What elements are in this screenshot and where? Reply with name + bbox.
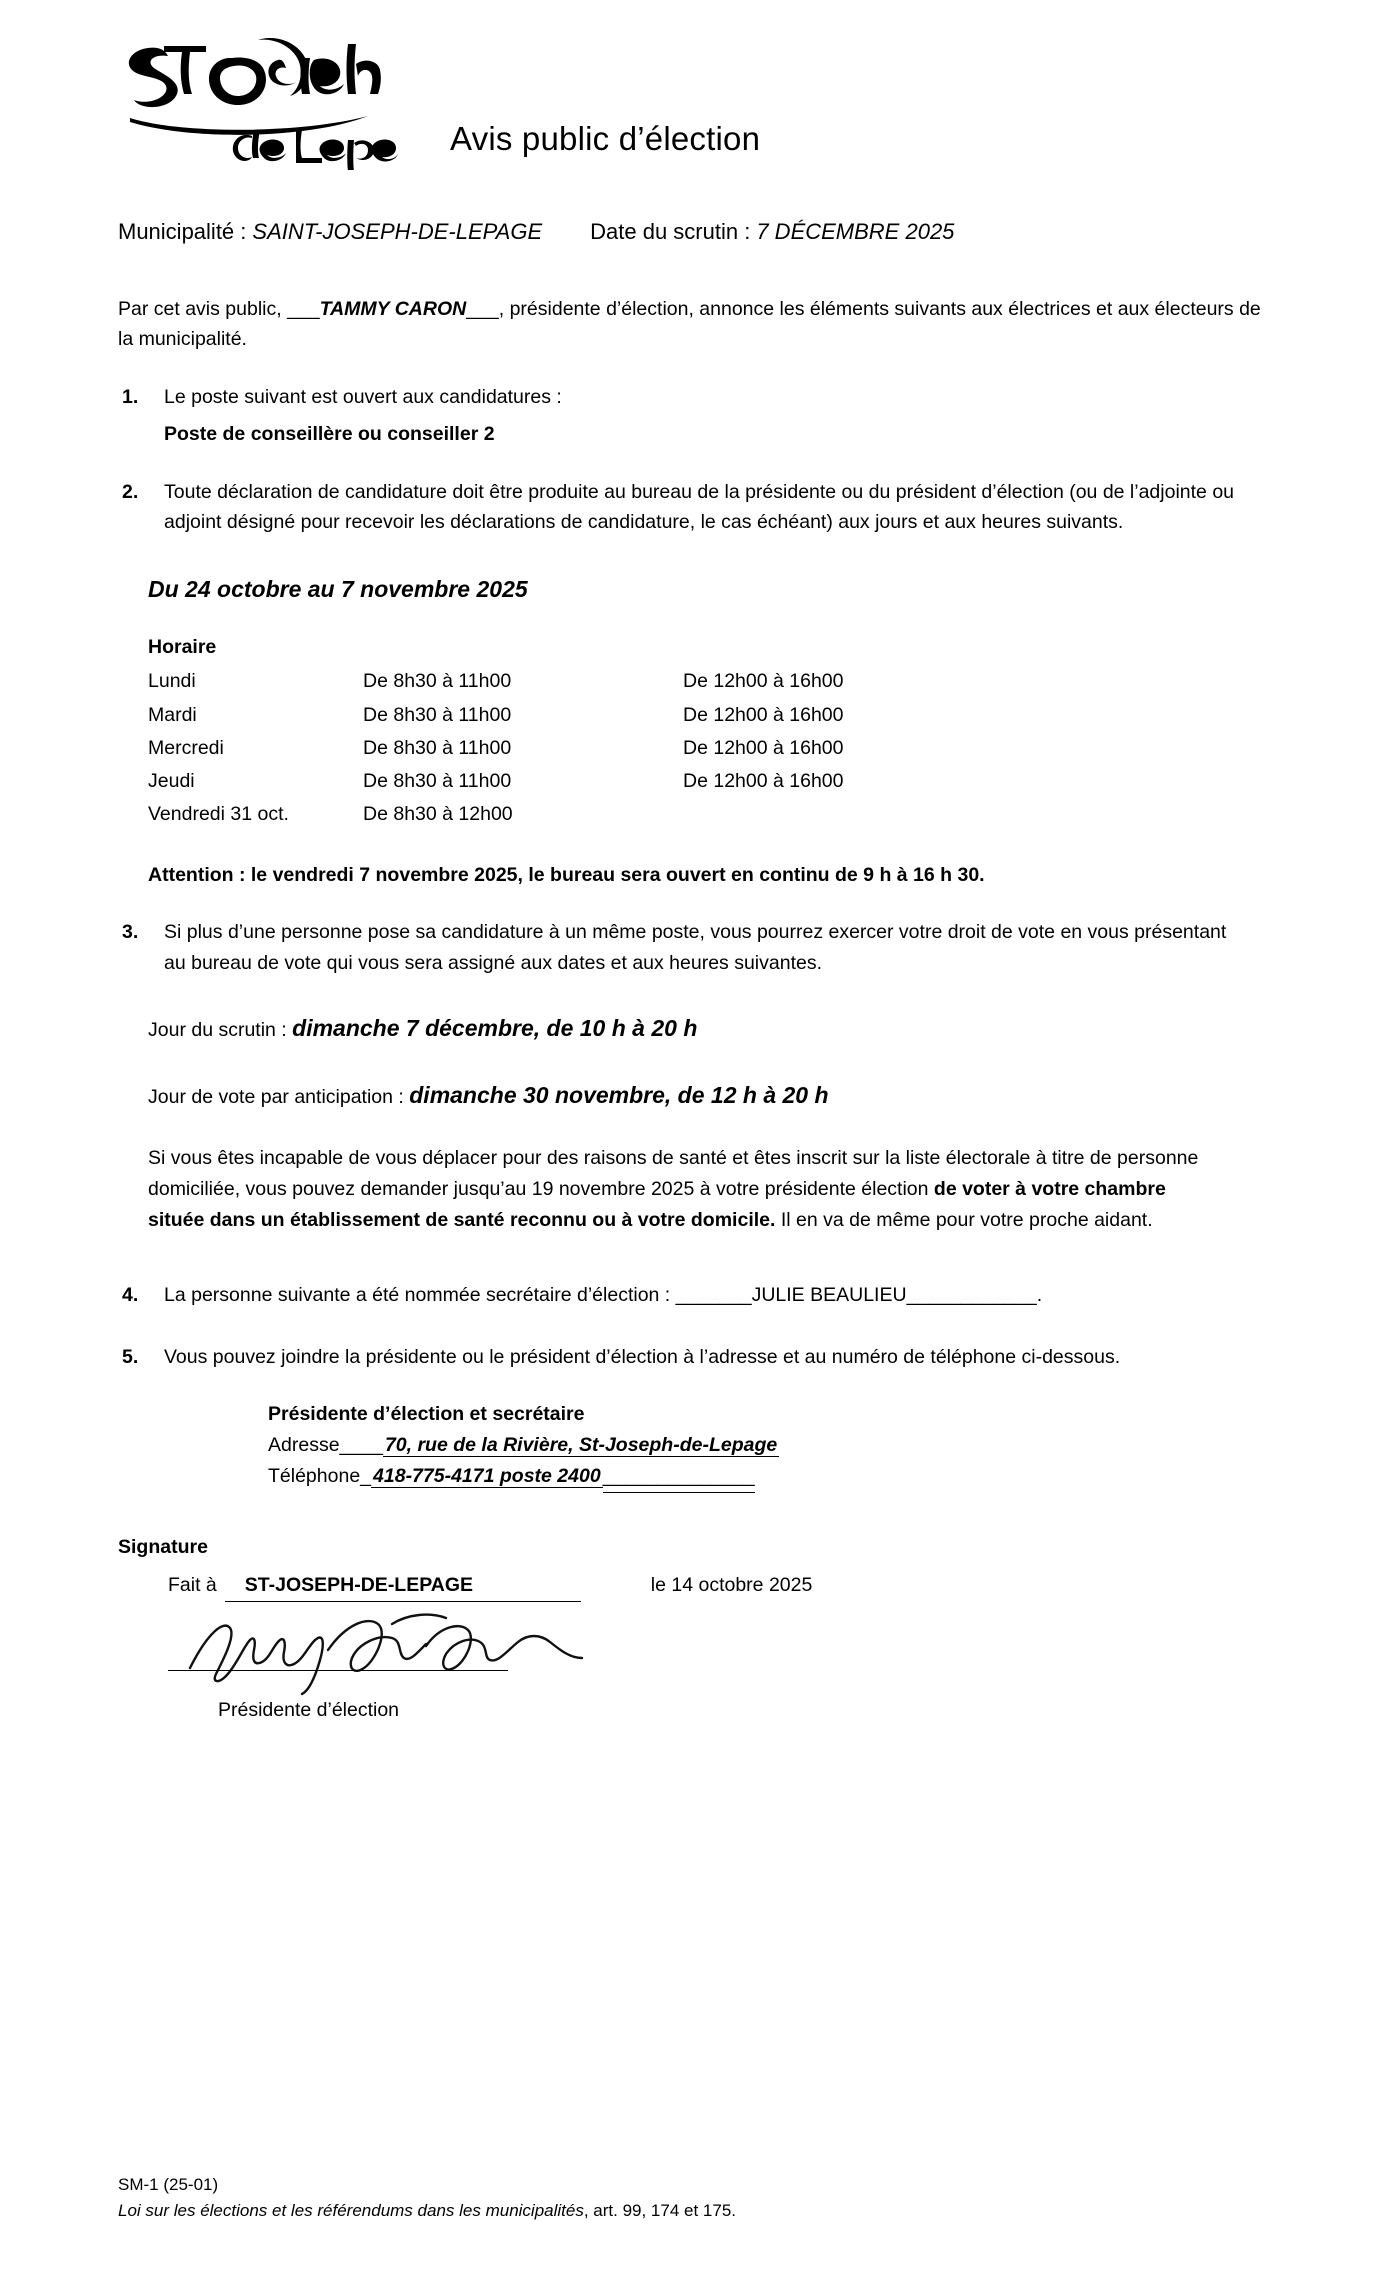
schedule-am: De 8h30 à 12h00 (363, 803, 513, 826)
intro-paragraph (118, 294, 1264, 354)
done-at-label: Fait à (168, 1574, 217, 1597)
secretary-trail-blank: ____________ (906, 1284, 1037, 1307)
schedule-pm: De 12h00 à 16h00 (683, 736, 844, 759)
schedule-table (148, 665, 983, 831)
municipality-label: Municipalité : (118, 219, 247, 244)
advance-poll-value: dimanche 30 novembre, de 12 h à 20 h (409, 1082, 829, 1109)
signature-place: ST-JOSEPH-DE-LEPAGE (225, 1571, 581, 1601)
polling-day-value: dimanche 7 décembre, de 10 h à 20 h (292, 1014, 698, 1041)
schedule-pm (683, 798, 983, 831)
intro-before-name: Par cet avis public, ___ (118, 297, 320, 320)
schedule-day: Mardi (148, 703, 197, 726)
schedule-day: Mercredi (148, 736, 224, 759)
municipality-logo (110, 30, 410, 170)
secretary-period: . (1036, 1284, 1043, 1307)
form-code: SM-1 (25-01) (118, 2175, 219, 2194)
table-row (148, 665, 983, 698)
document-footer (118, 2172, 736, 2223)
phone-trail-blank: ______________ (603, 1461, 755, 1493)
list-item (118, 1342, 1264, 1372)
open-position: Poste de conseillère ou conseiller 2 (164, 422, 495, 445)
item-number: 5. (122, 1346, 139, 1369)
legal-reference-articles: , art. 99, 174 et 175. (583, 2200, 737, 2220)
phone-blank: _ (360, 1464, 372, 1487)
home-vote-paragraph (148, 1143, 1213, 1237)
item-text: Le poste suivant est ouvert aux candidatures : (164, 386, 562, 409)
list-item (118, 382, 1264, 448)
schedule-pm: De 12h00 à 16h00 (683, 703, 844, 726)
item-number: 1. (122, 386, 139, 409)
municipality-value: SAINT-JOSEPH-DE-LEPAGE (252, 219, 543, 244)
schedule-am: De 8h30 à 11h00 (363, 770, 512, 793)
municipality-line (118, 216, 1264, 248)
table-row (148, 731, 983, 764)
home-vote-bold: de voter à votre chambre située dans un établissement de santé reconnu ou à votre domicile. (148, 1177, 1166, 1231)
polling-day-label: Jour du scrutin : (148, 1018, 293, 1041)
schedule-attention: Attention : le vendredi 7 novembre 2025, le bureau sera ouvert en continu de 9 h à 16 h 30. (148, 864, 985, 887)
legal-reference (118, 2198, 736, 2224)
schedule-pm: De 12h00 à 16h00 (683, 770, 844, 793)
schedule-pm: De 12h00 à 16h00 (683, 670, 844, 693)
item-number: 2. (122, 480, 139, 503)
address-value: 70, rue de la Rivière, St-Joseph-de-Lepage (384, 1433, 778, 1456)
schedule-day: Vendredi 31 oct. (148, 803, 289, 826)
home-vote-text-1: Si vous êtes incapable de vous déplacer pour des raisons de santé et êtes inscrit sur la liste électorale à titre de personne domiciliée, vous pouvez demander jusqu’au 19 novembre 2025 à votre présidente élection (148, 1146, 1199, 1200)
table-row (148, 698, 983, 731)
phone-label: Téléphone (268, 1464, 361, 1487)
declaration-period: Du 24 octobre au 7 novembre 2025 (148, 576, 528, 603)
page-title: Avis public d’élection (450, 120, 761, 157)
item-text: Toute déclaration de candidature doit être produite au bureau de la présidente ou du président d’élection (ou de l’adjointe ou adjoint désigné pour recevoir les déclarations de candidature, le cas échéant) aux jours et aux heures suivants. (164, 480, 1235, 533)
secretary-lead-blank: _______ (675, 1284, 752, 1307)
signature-label: Signature (118, 1536, 208, 1559)
signature-date: le 14 octobre 2025 (650, 1574, 813, 1597)
item-number: 4. (122, 1284, 139, 1307)
numbered-items (118, 382, 1264, 1372)
address-blank: ____ (339, 1433, 383, 1456)
advance-poll-line (148, 1079, 1264, 1112)
document-body (0, 216, 1382, 1724)
vote-date-value: 7 DÉCEMBRE 2025 (756, 219, 955, 244)
signature-caption: Présidente d’élection (218, 1698, 400, 1721)
signature-area (168, 1608, 788, 1694)
item-text: Vous pouvez joindre la présidente ou le président d’élection à l’adresse et au numéro de téléphone ci-dessous. (164, 1346, 1121, 1369)
table-row (148, 765, 983, 798)
contact-title: Présidente d’élection et secrétaire (268, 1402, 585, 1425)
document-header (0, 0, 1382, 170)
item-text: Si plus d’une personne pose sa candidature à un même poste, vous pourrez exercer votre droit de vote en vous présentant au bureau de vote qui vous sera assigné aux dates et aux heures suivantes. (164, 921, 1227, 974)
president-name: TAMMY CARON (319, 297, 467, 320)
contact-address-line (268, 1430, 1264, 1461)
schedule-am: De 8h30 à 11h00 (363, 736, 512, 759)
item-number: 3. (122, 921, 139, 944)
vote-date-label: Date du scrutin : (590, 219, 751, 244)
list-item (118, 1280, 1264, 1310)
schedule-am: De 8h30 à 11h00 (363, 703, 512, 726)
item-text: La personne suivante a été nommée secrétaire d’élection : (164, 1284, 671, 1307)
list-item (118, 477, 1264, 537)
contact-block (268, 1399, 1264, 1494)
polling-day-line (148, 1012, 1264, 1045)
home-vote-text-2: Il en va de même pour votre proche aidant. (775, 1208, 1153, 1231)
phone-value: 418-775-4171 poste 2400 (373, 1464, 601, 1487)
signature-place-row (168, 1571, 1264, 1601)
schedule-day: Lundi (148, 670, 196, 693)
legal-reference-title: Loi sur les élections et les référendums dans les municipalités (118, 2200, 584, 2220)
schedule-am: De 8h30 à 11h00 (363, 670, 512, 693)
schedule-day: Jeudi (148, 770, 195, 793)
signature-line (168, 1670, 508, 1671)
contact-phone-line (268, 1461, 1264, 1493)
secretary-name: JULIE BEAULIEU (751, 1284, 907, 1307)
handwritten-signature (178, 1606, 608, 1696)
intro-after-name: ___, présidente d’élection, annonce les éléments suivants aux électrices et aux électeurs de la municipalité. (118, 297, 1261, 351)
schedule-block (148, 633, 1264, 832)
advance-poll-label: Jour de vote par anticipation : (148, 1086, 410, 1109)
address-label: Adresse (268, 1433, 340, 1456)
list-item (118, 917, 1264, 977)
schedule-title: Horaire (148, 635, 217, 658)
table-row (148, 798, 983, 831)
